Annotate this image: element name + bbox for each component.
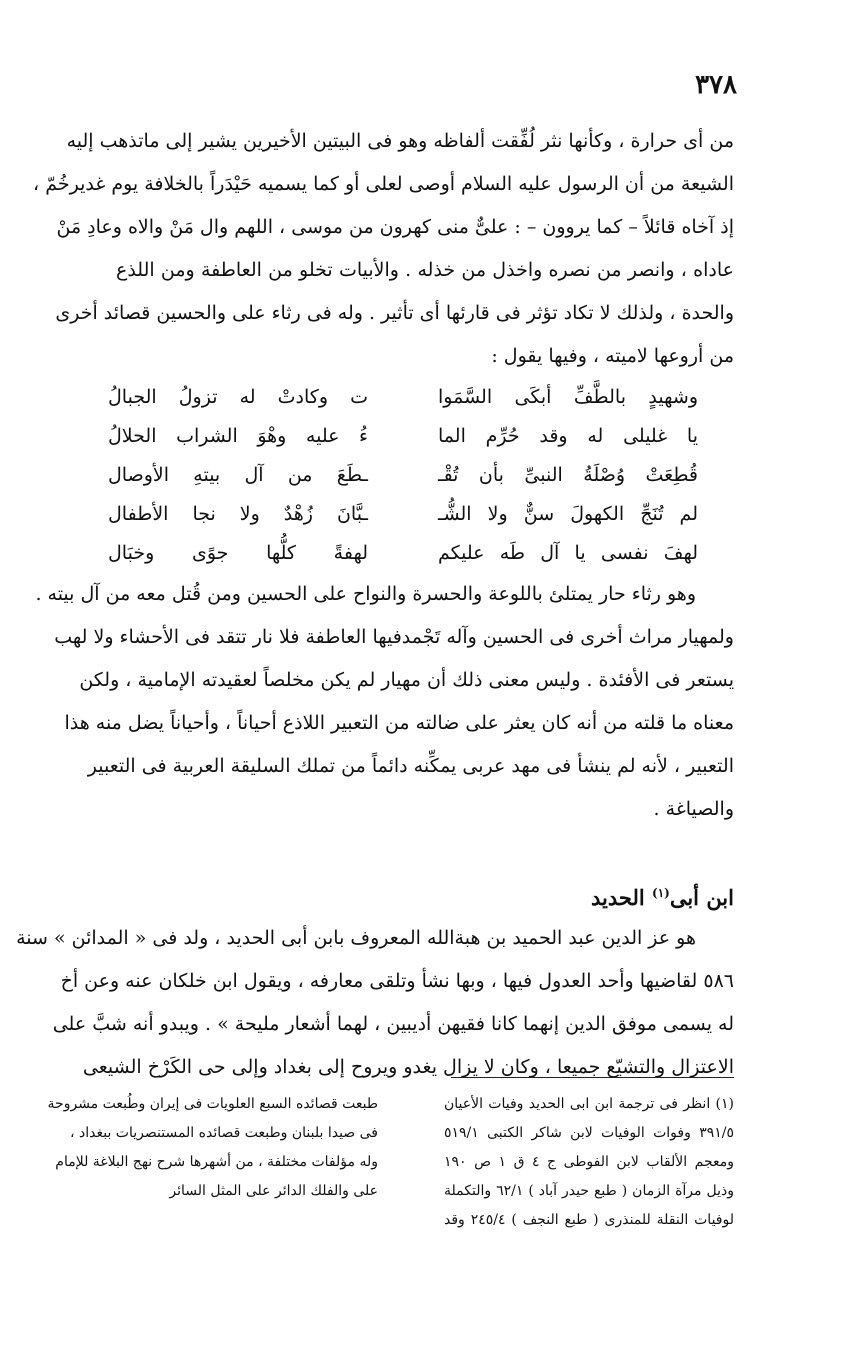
text-line: معناه ما قلته من أنه كان يعثر على ضالته من التعبير اللاذع أحياناً ، وأحياناً يضل منه هذا xyxy=(64,712,734,734)
hemistich-left: ـطَعَ من آل بيتهِ الأوصال xyxy=(108,464,368,486)
text-line: ولمهيار مراث أخرى فى الحسين وآله تَجْمدفيها العاطفة فلا نار تتقد فى الأحشاء ولا لهب xyxy=(54,626,734,648)
verse xyxy=(108,456,698,495)
verse xyxy=(108,495,698,534)
footnote-line: فى صيدا بلبنان وطبعت قصائده المستنصريات ببغداد ، xyxy=(70,1125,378,1141)
footnote-line: طبعت قصائده السبع العلويات فى إيران وطُبعت مشروحة xyxy=(47,1096,378,1112)
text-line: من أروعها لاميته ، وفيها يقول : xyxy=(491,345,734,367)
text-line: هو عز الدين عبد الحميد بن هبةالله المعروف بابن أبى الحديد ، ولد فى « المدائن » سنة xyxy=(16,927,696,949)
text-line: ٥٨٦ لقاضيها وأحد العدول فيها ، وبها نشأ وتلقى معارفه ، ويقول ابن خلكان عنه وعن أخ xyxy=(60,970,734,992)
text-line: عاداه ، وانصر من نصره واخذل من خذله . والأبيات تخلو من العاطفة ومن اللذع xyxy=(116,259,734,281)
paragraph-2 xyxy=(35,573,734,831)
text-line: وهو رثاء حار يمتلئ باللوعة والحسرة والنواح على الحسين ومن قُتل معه من آل بيته . xyxy=(35,583,696,605)
hemistich-left: ت وكادتْ له تزولُ الجبالُ xyxy=(108,386,368,408)
heading-text: الحديد xyxy=(591,885,645,910)
text-line: الاعتزال والتشيّع جميعا ، وكان لا يزال يغدو ويروح إلى بغداد وإلى حى الكَرْخ الشيعى xyxy=(82,1056,734,1078)
section-heading xyxy=(116,869,734,917)
text-line: إذ آخاه قائلاً – كما يروون – : علىٌّ منى كهرون من موسى ، اللهم وال مَنْ والاه وعادِ مَنْ xyxy=(56,216,734,238)
page-number: ٣٧٨ xyxy=(695,70,737,100)
heading-text: ابن أبى xyxy=(669,885,734,910)
hemistich-left: ـبَّانَ زُهْدٌ ولا نجا الأطفال xyxy=(108,503,368,525)
footnote-line: وذيل مرآة الزمان ( طبع حيدر آباد ) ٦٢/١ والتكملة xyxy=(444,1183,734,1199)
footnote-column-right xyxy=(444,1090,734,1235)
text-line: من أى حرارة ، وكأنها نثر لُفِّقت ألفاظه وهو فى البيتين الأخيرين يشير إلى ماتذهب إليه xyxy=(66,130,734,152)
verse xyxy=(108,378,698,417)
footnote-line: وله مؤلفات مختلفة ، من أشهرها شرح نهج البلاغة للإمام xyxy=(55,1154,378,1170)
hemistich-left: ءُ عليه وهْوَ الشراب الحلالُ xyxy=(108,425,368,447)
text-line: التعبير ، لأنه لم ينشأ فى مهد عربى يمكِّنه دائماً من تملك السليقة العربية فى التعبير xyxy=(87,755,734,777)
verse xyxy=(108,534,698,573)
hemistich-right: لهفَ نفسى يا آل طَه عليكم xyxy=(438,542,698,564)
footnote-column-left xyxy=(47,1090,378,1206)
footnote-reference: (١) xyxy=(652,886,670,900)
hemistich-right: قُطِعَتْ وُصْلَةُ النبىِّ بأن تُقْـ xyxy=(438,464,698,486)
hemistich-left: لهفةً كلُّها جوًى وخبَال xyxy=(108,542,368,564)
text-line: له يسمى موفق الدين إنهما كانا فقيهن أديبين ، لهما أشعار مليحة » . ويبدو أنه شبَّ على xyxy=(52,1013,734,1035)
footnote-line: ٣٩١/٥ وفوات الوفيات لابن شاكر الكتبى ٥١٩/١ xyxy=(444,1125,734,1141)
text-line: يستعر فى الأفئدة . وليس معنى ذلك أن مهيار لم يكن مخلصاً لعقيدته الإمامية ، ولكن xyxy=(79,669,734,691)
text-line: والصياغة . xyxy=(653,798,734,820)
verse xyxy=(108,417,698,456)
footnote-line: ومعجم الألقاب لابن الفوطى ج ٤ ق ١ ص ١٩٠ xyxy=(444,1154,734,1170)
hemistich-right: يا غليلى له وقد حُرِّم الما xyxy=(438,425,698,447)
text-line: الشيعة من أن الرسول عليه السلام أوصى لعلى أو كما يسميه حَيْدَراً بالخلافة يوم غديرخُمّ ، xyxy=(33,173,734,195)
main-text xyxy=(16,120,734,1089)
footnote-line: (١) انظر فى ترجمة ابن ابى الحديد وفيات الأعيان xyxy=(444,1096,734,1112)
paragraph-1 xyxy=(33,120,734,378)
text-line: والحدة ، ولذلك لا تكاد تؤثر فى قارئها أى تأثير . وله فى رثاء على والحسين قصائد أخرى xyxy=(55,302,734,324)
footnote-line: على والفلك الدائر على المثل السائر xyxy=(169,1183,378,1199)
hemistich-right: لم تُنَجِّ الكهولَ سنٌّ ولا الشُّـ xyxy=(438,503,698,525)
hemistich-right: وشهيدٍ بالطَّفِّ أبكَى السَّمَوا xyxy=(438,386,698,408)
paragraph-3 xyxy=(16,917,734,1089)
footnote-divider xyxy=(451,1077,734,1078)
footnote-line: لوفيات النقلة للمنذرى ( طبع النجف ) ٢٤٥/٤ وقد xyxy=(444,1212,734,1228)
poem-block xyxy=(108,378,698,573)
